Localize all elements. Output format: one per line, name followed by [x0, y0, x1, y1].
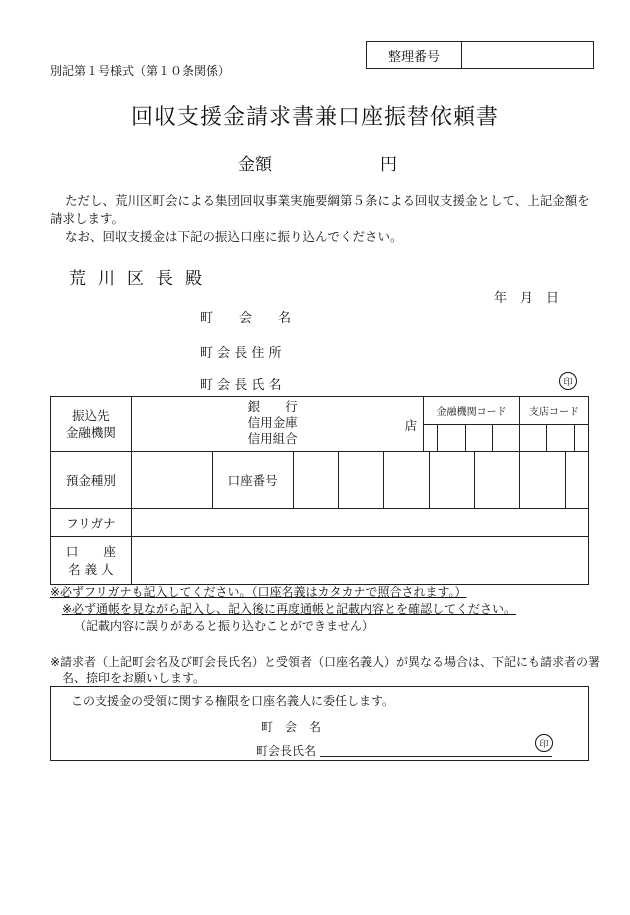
deposit-type-label: 預金種別	[51, 452, 132, 509]
addressee: 荒川区長殿	[69, 269, 214, 289]
chief-name-label: 町 会 長 氏 名	[200, 378, 282, 393]
chief-address-field[interactable]	[320, 339, 570, 359]
account-number-digit[interactable]	[520, 452, 565, 508]
deposit-type-field[interactable]	[132, 452, 213, 508]
bank-type-bank: 銀 行	[247, 399, 298, 414]
amount-unit: 円	[380, 155, 397, 175]
requester-note: ※請求者（上記町会名及び町会長氏名）と受領者（口座名義人）が異なる場合は、下記にも請求者の署名、捺印をお願いします。	[50, 655, 601, 685]
account-number-digit[interactable]	[565, 452, 588, 508]
seal-icon: 印	[559, 372, 577, 390]
request-statement	[50, 192, 590, 246]
branch-code-label: 支店コード	[520, 397, 588, 424]
entry-notes	[50, 584, 516, 635]
delegation-statement: この支援金の受領に関する権限を口座名義人に委任します。	[71, 694, 395, 708]
account-row	[131, 452, 588, 509]
amount-field[interactable]	[280, 150, 376, 172]
chief-address-label: 町 会 長 住 所	[200, 346, 282, 361]
account-number-digit[interactable]	[475, 452, 520, 508]
account-number-digit[interactable]	[293, 452, 338, 508]
account-number-digit[interactable]	[339, 452, 384, 508]
date-line[interactable]: 年 月 日	[494, 291, 560, 306]
account-number-digit[interactable]	[429, 452, 474, 508]
delegation-chief-name-field[interactable]	[320, 740, 552, 757]
branch-suffix: 店	[404, 418, 418, 433]
note-check-passbook: ※必ず通帳を見ながら記入し、記入後に再度通帳と記載内容とを確認してください。	[62, 602, 517, 616]
branch-code-digit[interactable]	[547, 424, 574, 451]
amount-label: 金額	[238, 155, 272, 175]
bank-type-credit-union: 信用組合	[247, 431, 298, 446]
reference-number-box	[366, 41, 594, 69]
form-id: 別記第１号様式（第１０条関係）	[50, 64, 231, 78]
bank-code-digit[interactable]	[438, 424, 465, 451]
bank-type-shinkin: 信用金庫	[247, 415, 298, 430]
account-holder-field[interactable]	[131, 537, 588, 585]
reference-number-field[interactable]	[462, 42, 593, 68]
request-sentence: ただし、荒川区町会による集団回収事業実施要綱第５条による回収支援金として、上記金額を請求します。	[50, 193, 590, 226]
bank-code-digit[interactable]	[424, 424, 438, 451]
bank-type-list	[248, 399, 298, 447]
bank-account-table	[50, 396, 589, 585]
furigana-field[interactable]	[131, 509, 588, 537]
branch-code-digit[interactable]	[574, 424, 588, 451]
delegation-seal-icon: 印	[535, 734, 553, 752]
delegation-town-name-field[interactable]	[351, 715, 551, 733]
delegation-box	[50, 686, 589, 761]
chief-name-field[interactable]	[320, 371, 550, 391]
code-cell	[424, 397, 589, 452]
note-furigana: ※必ずフリガナも記入してください。（口座名義はカタカナで照合されます。）	[50, 585, 467, 599]
account-number-label: 口座番号	[212, 452, 293, 508]
town-name-field[interactable]	[320, 304, 570, 324]
bank-code-label: 金融機関コード	[424, 397, 519, 424]
account-holder-label: 口 座 名 義 人	[51, 537, 132, 585]
delegation-chief-name-label: 町会長氏名	[256, 744, 317, 758]
account-number-digit[interactable]	[384, 452, 429, 508]
transfer-sentence: なお、回収支援金は下記の振込口座に振り込んでください。	[65, 229, 403, 244]
form-title: 回収支援金請求書兼口座振替依頼書	[130, 105, 499, 130]
bank-code-digit[interactable]	[465, 424, 492, 451]
bank-name-field[interactable]	[131, 397, 424, 452]
reference-number-label: 整理番号	[367, 42, 462, 68]
delegation-town-name-label: 町 会 名	[261, 720, 322, 734]
note-error-warning: （記載内容に誤りがあると振り込むことができません）	[74, 619, 375, 633]
furigana-label: フリガナ	[51, 509, 132, 537]
bank-code-digit[interactable]	[492, 424, 519, 451]
town-name-label: 町 会 名	[200, 311, 292, 326]
bank-label: 振込先 金融機関	[51, 397, 132, 452]
branch-code-digit[interactable]	[520, 424, 547, 451]
